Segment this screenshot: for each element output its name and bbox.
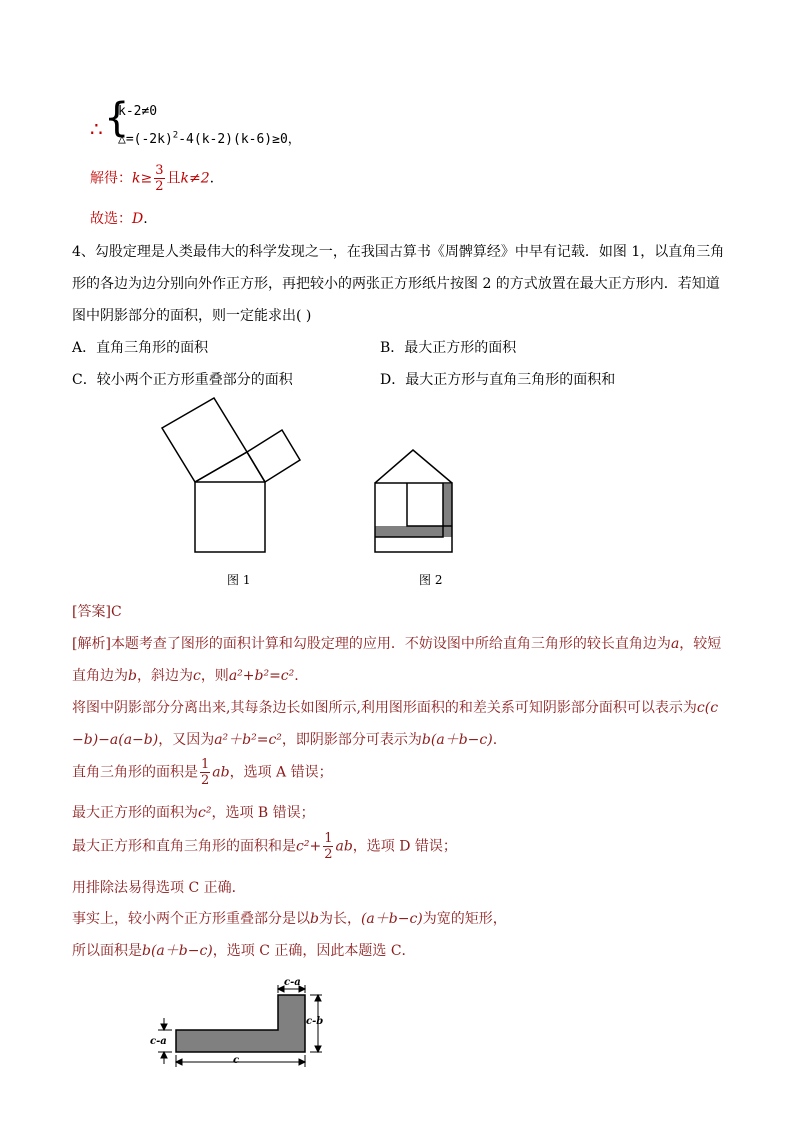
analysis-line-9: 事实上，较小两个正方形重叠部分是以b为长，(a＋b−c)为宽的矩形， — [72, 911, 507, 927]
analysis-line-10: 所以面积是b(a＋b−c)，选项 C 正确，因此本题选 C． — [72, 943, 416, 959]
analysis-line-2: 直角边为b，斜边为c，则a²+b²=c². — [72, 668, 299, 684]
option-a: A．直角三角形的面积 — [72, 340, 209, 356]
therefore-symbol: ∴ — [90, 117, 103, 141]
fig1-large-square — [195, 482, 265, 552]
option-c: C．较小两个正方形重叠部分的面积 — [72, 372, 293, 388]
choice-line: 故选：D. — [90, 211, 148, 227]
figure-2-arrangement — [365, 440, 465, 560]
analysis-line-6: 最大正方形的面积为c²，选项 B 错误； — [72, 805, 315, 821]
system-brace: { — [104, 95, 130, 141]
fig2-roof — [375, 450, 452, 483]
analysis-line-8: 用排除法易得选项 C 正确． — [72, 880, 246, 896]
label-right-c-minus-b: c-b — [306, 1016, 324, 1027]
analysis-line-4: −b)−a(a−b)，又因为a²＋b²=c²，即阴影部分可表示为b(a＋b−c). — [72, 732, 498, 748]
question-line-2: 形的各边为边分别向外作正方形，再把较小的两张正方形纸片按图 2 的方式放置在最大正方形内．若知道 — [72, 276, 720, 292]
solve-line: 解得：k≥ $\frac{3}{2}$ 且k≠2. — [90, 163, 215, 194]
option-b: B．最大正方形的面积 — [380, 340, 517, 356]
l-shape-shaded — [176, 995, 305, 1052]
analysis-line-5: 直角三角形的面积是 $\frac{1}{2}$ ab，选项 A 错误； — [72, 757, 333, 788]
label-bottom-c: c — [233, 1055, 240, 1066]
option-d: D．最大正方形与直角三角形的面积和 — [380, 372, 616, 388]
fig1-right-square — [247, 430, 300, 482]
answer-line: [答案]C — [72, 604, 122, 620]
fig2-large-square — [375, 483, 452, 552]
fig1-triangle-leg-a — [195, 452, 247, 482]
fig1-triangle-leg-b — [247, 452, 265, 482]
system-line-2: $\triangle=(-2k)^2-4(k-2)(k-6)\ge 0$， — [118, 130, 301, 147]
figure-1-pythagoras — [150, 390, 320, 560]
fig1-left-square — [162, 398, 247, 482]
fig2-shaded-region — [375, 484, 452, 537]
question-line-3: 图中阴影部分的面积，则一定能求出( ) — [72, 308, 312, 324]
label-top-c-minus-a: c-a — [284, 977, 301, 988]
analysis-line-7: 最大正方形和直角三角形的面积和是c²+ $\frac{1}{2}$ ab，选项 D 错误； — [72, 831, 457, 862]
figure-1-caption: 图 1 — [227, 573, 251, 587]
label-left-c-minus-a: c-a — [150, 1036, 167, 1047]
figure-2-caption: 图 2 — [419, 573, 443, 587]
analysis-line-3: 将图中阴影部分分离出来,其每条边长如图所示,利用图形面积的和差关系可知阴影部分面积可以表示为c(c — [72, 700, 719, 716]
system-line-1: k-2≠0 — [118, 104, 158, 119]
analysis-line-1: [解析]本题考查了图形的面积计算和勾股定理的应用．不妨设图中所给直角三角形的较长直角边为a，较短 — [72, 636, 722, 652]
question-line-1: 4、勾股定理是人类最伟大的科学发现之一，在我国古算书《周髀算经》中早有记载．如图 1，以直角三角 — [72, 244, 725, 260]
